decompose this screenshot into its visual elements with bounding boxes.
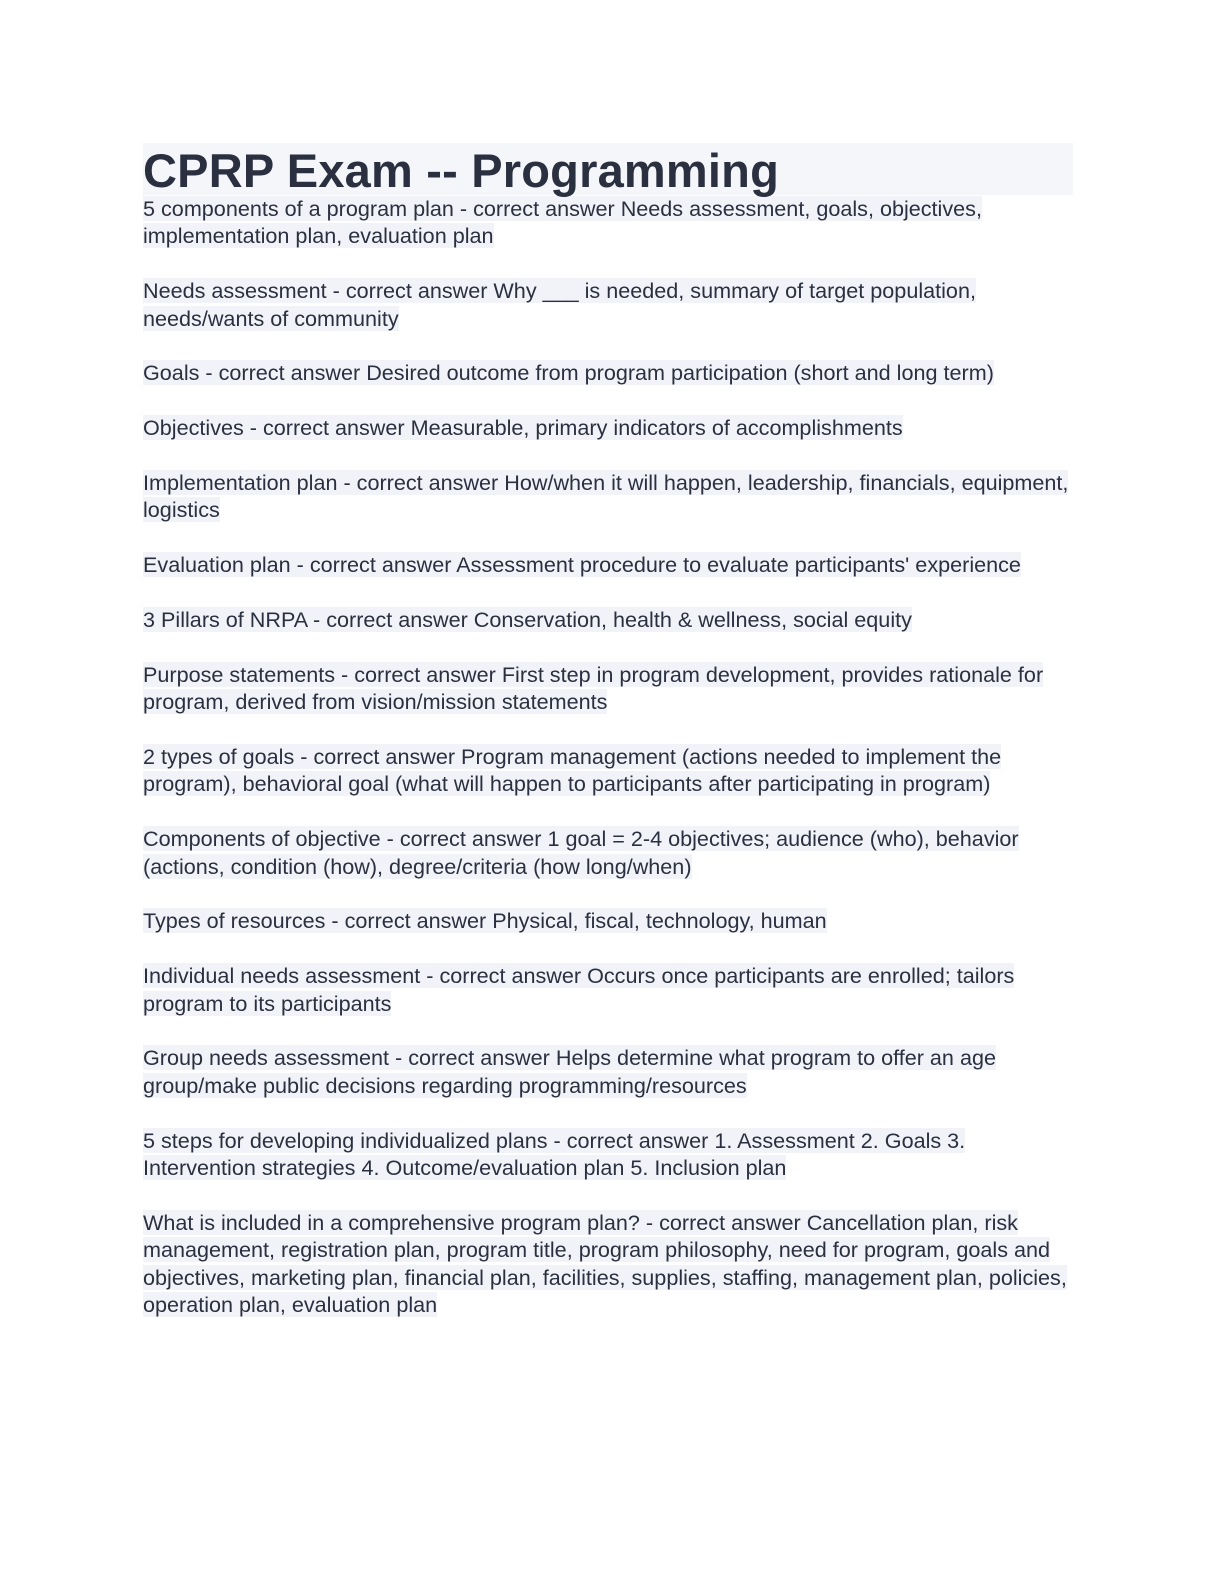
qa-list: [143, 195, 1073, 1318]
document-page: [143, 143, 1073, 1346]
qa-item: [143, 962, 1073, 1017]
qa-text: Needs assessment - correct answer Why ___ is needed, summary of target population, needs/wants of community: [143, 278, 976, 331]
qa-text: 5 steps for developing individualized plans - correct answer 1. Assessment 2. Goals 3. Intervention strategies 4. Outcome/evaluation plan 5. Inclusion plan: [143, 1127, 966, 1181]
qa-item: [143, 907, 1073, 934]
qa-text: Components of objective - correct answer 1 goal = 2-4 objectives; audience (who), behavior (actions, condition (how), degree/criteria (how long/when): [143, 826, 1019, 879]
qa-item: [143, 195, 1073, 250]
qa-item: [143, 469, 1073, 524]
qa-text: What is included in a comprehensive program plan? - correct answer Cancellation plan, risk management, registration plan, program title, program philosophy, need for program, goals and objectives, marketing plan, financial plan, facilities, supplies, staffing, management plan, policies, operation plan, evaluation plan: [143, 1209, 1067, 1318]
qa-item: [143, 606, 1073, 633]
qa-item: [143, 825, 1073, 880]
qa-text: Evaluation plan - correct answer Assessment procedure to evaluate participants' experience: [143, 552, 1021, 578]
qa-text: Group needs assessment - correct answer Helps determine what program to offer an age group/make public decisions regarding programming/resources: [143, 1045, 996, 1098]
qa-item: [143, 277, 1073, 332]
qa-item: [143, 1044, 1073, 1099]
qa-item: [143, 551, 1073, 578]
qa-text: 3 Pillars of NRPA - correct answer Conservation, health & wellness, social equity: [143, 607, 912, 632]
qa-item: [143, 743, 1073, 798]
qa-text: Individual needs assessment - correct answer Occurs once participants are enrolled; tailors program to its participants: [143, 963, 1015, 1016]
qa-text: Objectives - correct answer Measurable, primary indicators of accomplishments: [143, 415, 903, 441]
qa-item: [143, 1127, 1073, 1182]
qa-text: 5 components of a program plan - correct answer Needs assessment, goals, objectives, implementation plan, evaluation plan: [143, 196, 982, 249]
qa-item: [143, 414, 1073, 441]
qa-item: [143, 359, 1073, 386]
qa-text: 2 types of goals - correct answer Program management (actions needed to implement the program), behavioral goal (what will happen to participants after participating in program): [143, 744, 1002, 797]
qa-item: [143, 661, 1073, 716]
document-title: CPRP Exam -- Programming: [143, 144, 779, 197]
qa-item: [143, 1209, 1073, 1319]
qa-text: Implementation plan - correct answer How/when it will happen, leadership, financials, equipment, logistics: [143, 470, 1069, 523]
qa-text: Types of resources - correct answer Physical, fiscal, technology, human: [143, 908, 827, 934]
qa-text: Goals - correct answer Desired outcome from program participation (short and long term): [143, 360, 994, 386]
title-banner: [143, 143, 1073, 195]
qa-text: Purpose statements - correct answer First step in program development, provides rationale for program, derived from vision/mission statements: [143, 661, 1044, 715]
